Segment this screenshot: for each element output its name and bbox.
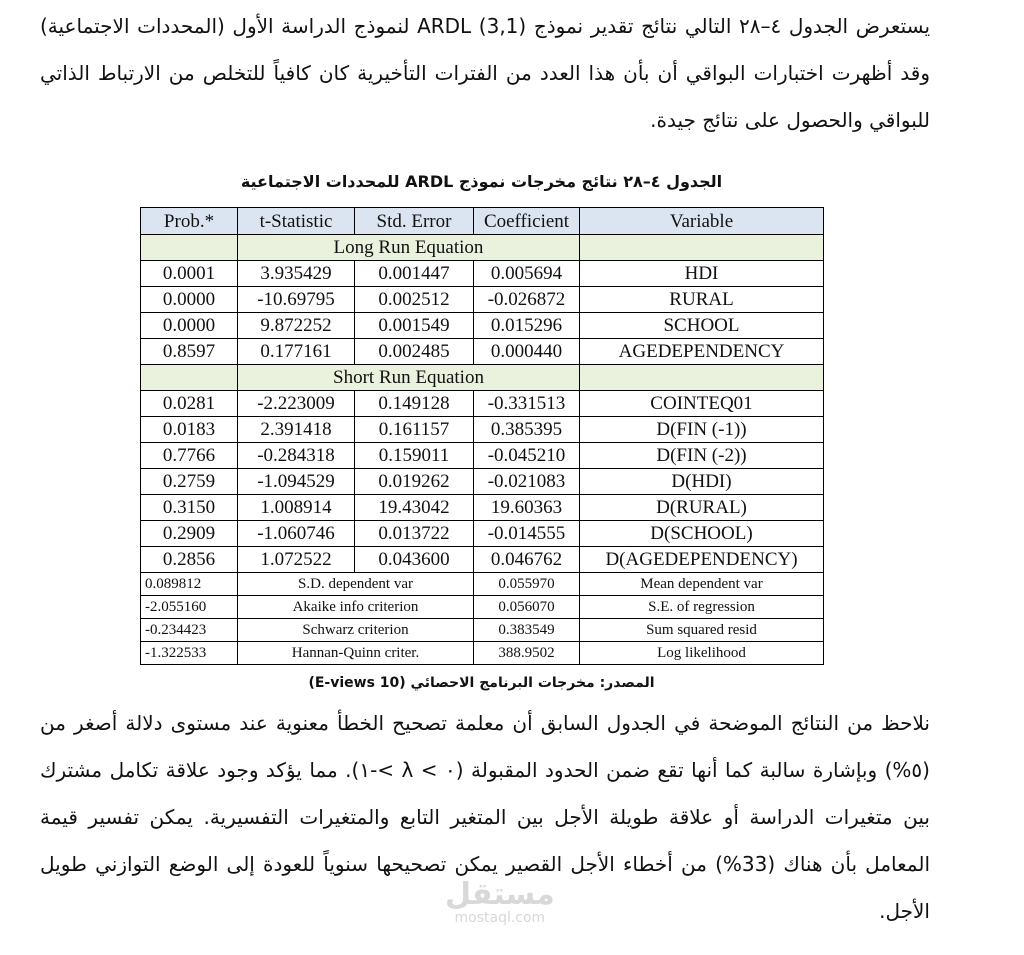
results-table-body <box>141 208 824 665</box>
ardl-results-table <box>140 207 824 665</box>
cell-t-statistic: -1.060746 <box>238 521 355 547</box>
cell-std-error: 0.161157 <box>355 417 474 443</box>
cell-coefficient: 0.005694 <box>474 261 580 287</box>
table-row <box>141 417 824 443</box>
cell-t-statistic: -1.094529 <box>238 469 355 495</box>
stat-label-right: Hannan-Quinn criter. <box>238 642 474 665</box>
table-row <box>141 547 824 573</box>
stat-value-right: -1.322533 <box>141 642 238 665</box>
table-row <box>141 339 824 365</box>
cell-coefficient: 0.385395 <box>474 417 580 443</box>
cell-std-error: 0.002512 <box>355 287 474 313</box>
short-run-section-label: Short Run Equation <box>238 365 580 391</box>
section-spacer <box>141 365 238 391</box>
cell-t-statistic: -10.69795 <box>238 287 355 313</box>
table-row <box>141 469 824 495</box>
stat-value-left: 0.383549 <box>474 619 580 642</box>
header-t-statistic: t-Statistic <box>238 208 355 235</box>
stat-value-right: -2.055160 <box>141 596 238 619</box>
table-row <box>141 495 824 521</box>
header-variable: Variable <box>580 208 824 235</box>
stat-label-left: Sum squared resid <box>580 619 824 642</box>
table-title: الجدول ٤–٢٨ نتائج مخرجات نموذج ARDL للمحددات الاجتماعية <box>240 172 723 191</box>
cell-coefficient: -0.021083 <box>474 469 580 495</box>
cell-variable: RURAL <box>580 287 824 313</box>
stat-label-left: S.E. of regression <box>580 596 824 619</box>
table-row <box>141 313 824 339</box>
cell-coefficient: -0.331513 <box>474 391 580 417</box>
header-std-error: Std. Error <box>355 208 474 235</box>
cell-t-statistic: 1.008914 <box>238 495 355 521</box>
stat-value-right: 0.089812 <box>141 573 238 596</box>
cell-coefficient: 0.046762 <box>474 547 580 573</box>
cell-variable: SCHOOL <box>580 313 824 339</box>
cell-variable: D(FIN (-2)) <box>580 443 824 469</box>
cell-std-error: 0.043600 <box>355 547 474 573</box>
cell-variable: D(HDI) <box>580 469 824 495</box>
stat-label-right: S.D. dependent var <box>238 573 474 596</box>
cell-variable: AGEDEPENDENCY <box>580 339 824 365</box>
cell-variable: D(SCHOOL) <box>580 521 824 547</box>
cell-coefficient: 19.60363 <box>474 495 580 521</box>
cell-prob: 0.7766 <box>141 443 238 469</box>
long-run-section-row <box>141 235 824 261</box>
cell-prob: 0.2759 <box>141 469 238 495</box>
table-row <box>141 443 824 469</box>
cell-variable: D(AGEDEPENDENCY) <box>580 547 824 573</box>
cell-std-error: 0.001549 <box>355 313 474 339</box>
cell-t-statistic: 9.872252 <box>238 313 355 339</box>
cell-prob: 0.0000 <box>141 313 238 339</box>
cell-variable: D(RURAL) <box>580 495 824 521</box>
cell-coefficient: -0.014555 <box>474 521 580 547</box>
watermark-logo-text: مستقل <box>445 877 555 912</box>
cell-std-error: 0.159011 <box>355 443 474 469</box>
stat-label-right: Schwarz criterion <box>238 619 474 642</box>
watermark-site: mostaql.com <box>454 910 546 926</box>
cell-coefficient: -0.026872 <box>474 287 580 313</box>
cell-coefficient: 0.000440 <box>474 339 580 365</box>
stats-row <box>141 619 824 642</box>
cell-t-statistic: 0.177161 <box>238 339 355 365</box>
cell-t-statistic: 1.072522 <box>238 547 355 573</box>
cell-t-statistic: -0.284318 <box>238 443 355 469</box>
source-note: المصدر: مخرجات البرنامج الاحصائي (E-views 10) <box>308 675 655 691</box>
cell-t-statistic: 3.935429 <box>238 261 355 287</box>
section-spacer <box>580 365 824 391</box>
section-spacer <box>580 235 824 261</box>
stats-row <box>141 596 824 619</box>
cell-variable: COINTEQ01 <box>580 391 824 417</box>
cell-t-statistic: 2.391418 <box>238 417 355 443</box>
stat-label-right: Akaike info criterion <box>238 596 474 619</box>
cell-std-error: 19.43042 <box>355 495 474 521</box>
cell-t-statistic: -2.223009 <box>238 391 355 417</box>
cell-prob: 0.8597 <box>141 339 238 365</box>
table-row <box>141 521 824 547</box>
stat-label-left: Log likelihood <box>580 642 824 665</box>
cell-variable: HDI <box>580 261 824 287</box>
cell-std-error: 0.013722 <box>355 521 474 547</box>
cell-std-error: 0.149128 <box>355 391 474 417</box>
table-row <box>141 261 824 287</box>
stat-value-right: -0.234423 <box>141 619 238 642</box>
short-run-section-row <box>141 365 824 391</box>
stats-row <box>141 573 824 596</box>
cell-prob: 0.3150 <box>141 495 238 521</box>
header-prob: Prob.* <box>141 208 238 235</box>
stat-value-left: 0.055970 <box>474 573 580 596</box>
cell-variable: D(FIN (-1)) <box>580 417 824 443</box>
stat-value-left: 0.056070 <box>474 596 580 619</box>
cell-prob: 0.2909 <box>141 521 238 547</box>
stat-label-left: Mean dependent var <box>580 573 824 596</box>
table-row <box>141 287 824 313</box>
cell-std-error: 0.019262 <box>355 469 474 495</box>
conclusion-paragraph: نلاحظ من النتائج الموضحة في الجدول السابق أن معلمة تصحيح الخطأ معنوية عند مستوى دلالة أصغر من (٥%) وبإشارة سالبة كما أنها تقع ضمن الحدود المقبولة (٠ > λ >-١). مما يؤكد وجود علاقة تكامل مشترك بين متغيرات الدراسة أو علاقة طويلة الأجل بين المتغير التابع والمتغيرات التفسيرية. يمكن تفسير قيمة المعامل بأن هناك (33%) من أخطاء الأجل القصير يمكن تصحيحها سنوياً للعودة إلى الوضع التوازني طويل الأجل. <box>40 711 930 923</box>
cell-prob: 0.2856 <box>141 547 238 573</box>
cell-prob: 0.0000 <box>141 287 238 313</box>
long-run-section-label: Long Run Equation <box>238 235 580 261</box>
stat-value-left: 388.9502 <box>474 642 580 665</box>
cell-coefficient: 0.015296 <box>474 313 580 339</box>
cell-prob: 0.0183 <box>141 417 238 443</box>
cell-prob: 0.0001 <box>141 261 238 287</box>
stats-row <box>141 642 824 665</box>
table-row <box>141 391 824 417</box>
cell-std-error: 0.001447 <box>355 261 474 287</box>
header-coefficient: Coefficient <box>474 208 580 235</box>
cell-prob: 0.0281 <box>141 391 238 417</box>
intro-paragraph: يستعرض الجدول ٤–٢٨ التالي نتائج تقدير نموذج ARDL (3,1) لنموذج الدراسة الأول (المحددات الاجتماعية) وقد أظهرت اختبارات البواقي أن بأن هذا العدد من الفترات التأخيرية كان كافياً للتخلص من الارتباط الذاتي للبواقي والحصول على نتائج جيدة. <box>40 14 931 132</box>
cell-coefficient: -0.045210 <box>474 443 580 469</box>
cell-std-error: 0.002485 <box>355 339 474 365</box>
section-spacer <box>141 235 238 261</box>
table-header-row <box>141 208 824 235</box>
